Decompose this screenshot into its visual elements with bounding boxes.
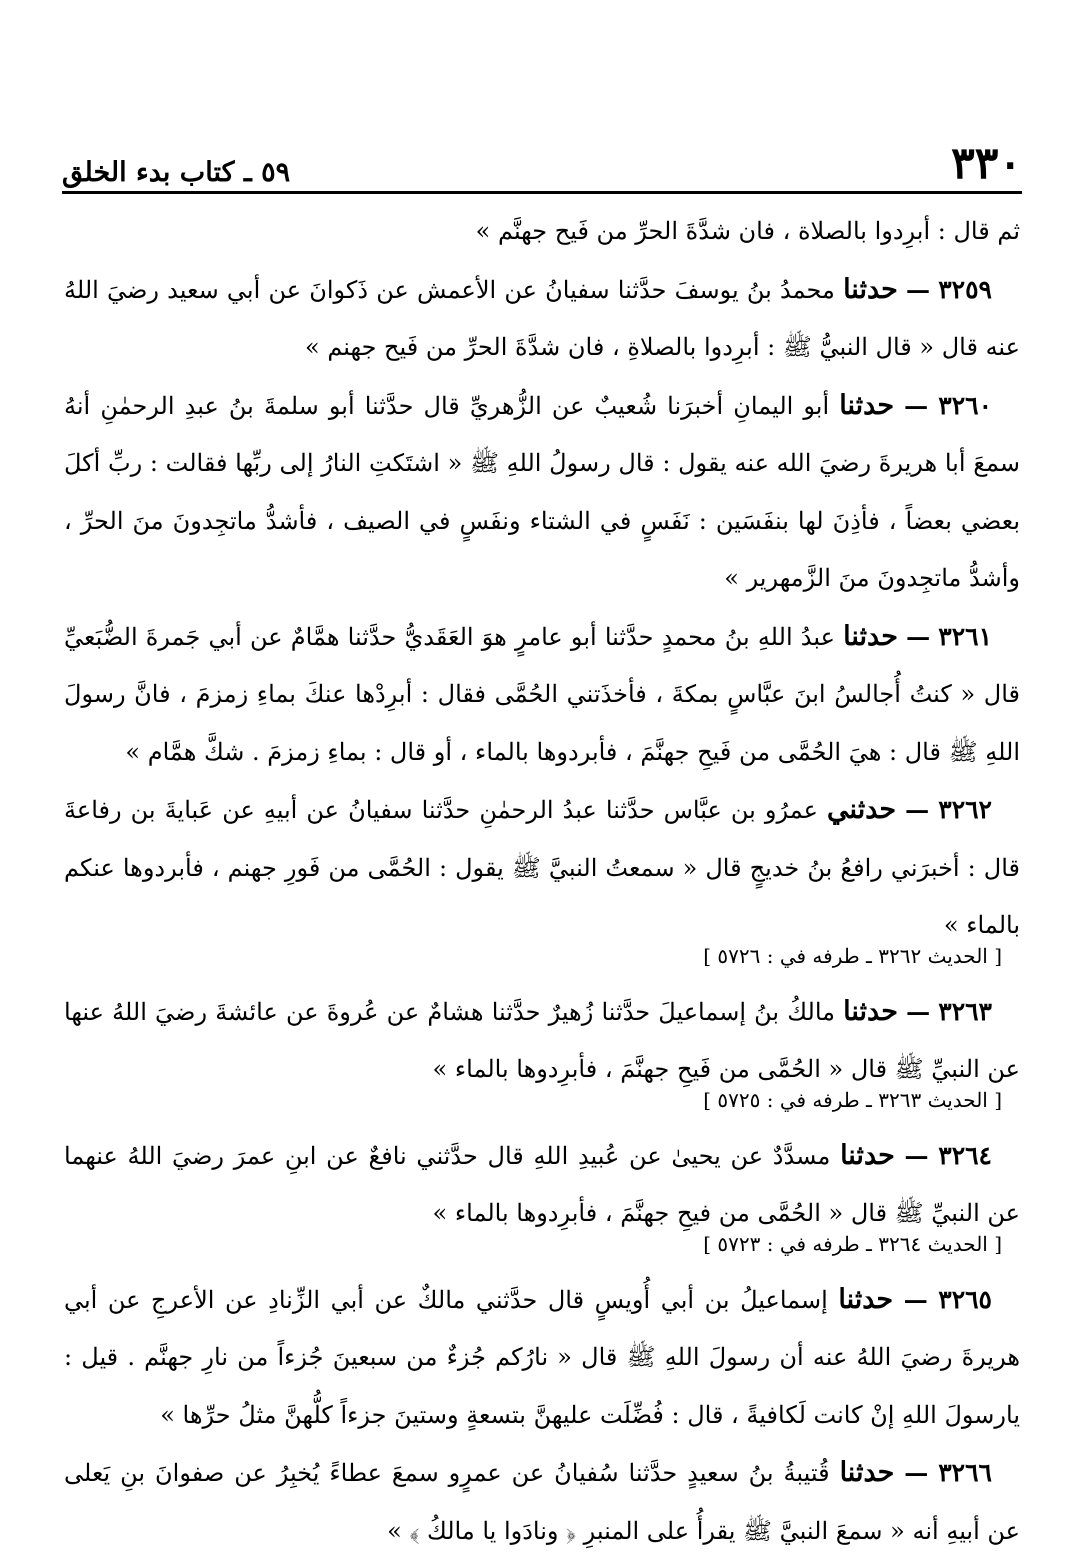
- hadith-number: ٣٢٦٢: [938, 795, 992, 824]
- cross-reference: [ الحديث ٣٢٦٢ ـ طرفه في : ٥٧٢٦ ]: [703, 943, 1002, 968]
- hadith-3259: [64, 261, 1020, 377]
- cross-reference: [ الحديث ٣٢٦٤ ـ طرفه في : ٥٧٢٣ ]: [703, 1231, 1002, 1256]
- narration-opening: حدثنا: [843, 273, 898, 305]
- narration-opening: حدثنا: [839, 389, 895, 421]
- text-body: [64, 203, 1020, 1560]
- hadith-3265: [64, 1271, 1020, 1445]
- cross-reference: [ الحديث ٣٢٦٣ ـ طرفه في : ٥٧٢٥ ]: [703, 1087, 1002, 1112]
- narration-opening: حدثنا: [843, 620, 898, 652]
- hadith-3262: [64, 781, 1020, 955]
- hadith-number: ٣٢٦٣: [938, 996, 992, 1026]
- hadith-text: عمرُو بن عبَّاس حدَّثنا عبدُ الرحمٰنِ حدَّثنا سفيانُ عن أبيهِ عن عَبايةَ بن رفاعةَ قال : أخبرَني رافعُ بنُ خديجٍ قال « سمعتُ النبيَّ ﷺ يقول : الحُمَّى من فَورِ جهنم ، فأبردوها عنكم بالماء »: [64, 796, 1020, 939]
- hadith-dash: —: [906, 621, 931, 651]
- hadith-text: مسدَّدٌ عن يحيىٰ عن عُبيدِ اللهِ قال حدَّثني نافعٌ عن ابنِ عمرَ رضيَ اللهُ عنهما عن النبيِّ ﷺ قال « الحُمَّى من فيحِ جهنَّمَ ، فأبرِدوها بالماء »: [64, 1141, 1020, 1227]
- hadith-3266: [64, 1444, 1020, 1560]
- hadith-number: ٣٢٦٤: [938, 1140, 992, 1170]
- hadith-3264: [64, 1127, 1020, 1243]
- hadith-number: ٣٢٦٠: [938, 390, 993, 420]
- hadith-text: قُتيبةُ بنُ سعيدٍ حدَّثنا سُفيانُ عن عمرٍو سمعَ عطاءً يُخبِرُ عن صفوانَ بنِ يَعلى عن أبيهِ أنه « سمعَ النبيَّ ﷺ يقرأُ على المنبرِ ﴿ ونادَوا يا مالكُ ﴾ »: [64, 1459, 1020, 1545]
- hadith-dash: —: [906, 274, 931, 304]
- paragraph-text: ثم قال : أبرِدوا بالصلاة ، فان شدَّةَ الحرِّ من فَيح جهنَّم »: [475, 217, 1020, 245]
- hadith-text: عبدُ اللهِ بنُ محمدٍ حدَّثنا أبو عامرٍ هوَ العَقَديُّ حدَّثنا همَّامٌ عن أبي جَمرةَ الضُّبَعيِّ قال « كنتُ أُجالسُ ابنَ عبَّاسٍ بمكةَ ، فأخذَتني الحُمَّى فقال : أبرِدْها عنكَ بماءِ زمزمَ ، فانَّ رسولَ اللهِ ﷺ قال : هيَ الحُمَّى من فَيحِ جهنَّمَ ، فأبردوها بالماء ، أو قال : بماءِ زمزمَ . شكَّ همَّام »: [64, 622, 1020, 766]
- hadith-dash: —: [904, 1140, 929, 1170]
- narration-opening: حدثنا: [843, 995, 898, 1027]
- hadith-text: محمدُ بنُ يوسفَ حدَّثنا سفيانُ عن الأعمش عن ذَكوانَ عن أبي سعيد رضيَ اللهُ عنه قال « قال النبيُّ ﷺ : أبرِدوا بالصلاةِ ، فان شدَّةَ الحرِّ من فَيح جهنم »: [64, 275, 1020, 361]
- narration-opening: حدثنا: [840, 1139, 895, 1171]
- hadith-dash: —: [906, 996, 931, 1026]
- hadith-number: ٣٢٦١: [938, 621, 992, 651]
- header-rule: [62, 191, 1022, 194]
- hadith-number: ٣٢٥٩: [938, 274, 992, 304]
- hadith-text: إسماعيلُ بن أبي أُويسٍ قال حدَّثني مالكٌ عن أبي الزِّنادِ عن الأعرجِ عن أبي هريرةَ رضيَ اللهُ عنه أن رسولَ اللهِ ﷺ قال « نارُكم جُزءٌ من سبعينَ جُزءاً من نارِ جهنَّم . قيل : يارسولَ اللهِ إنْ كانت لَكافيةً ، قال : فُضِّلَت عليهنَّ بتسعةٍ وستينَ جزءاً كلُّهنَّ مثلُ حرِّها »: [64, 1285, 1020, 1429]
- hadith-dash: —: [904, 1458, 929, 1487]
- narration-opening: حدثنا: [838, 1283, 894, 1315]
- hadith-number: ٣٢٦٦: [938, 1458, 992, 1487]
- narration-opening: حدثني: [827, 794, 897, 825]
- hadith-3261: [64, 608, 1020, 782]
- hadith-dash: —: [905, 795, 930, 824]
- hadith-3260: [64, 377, 1020, 608]
- hadith-dash: —: [904, 390, 929, 420]
- narration-opening: حدثنا: [839, 1457, 895, 1488]
- hadith-number: ٣٢٦٥: [938, 1284, 992, 1314]
- page-number: ٣٣٠: [951, 138, 1022, 189]
- running-header: [62, 128, 1022, 189]
- continuation-paragraph: [64, 203, 1020, 261]
- chapter-title: ٥٩ ـ كتاب بدء الخلق: [62, 157, 291, 188]
- hadith-text: أبو اليمانِ أخبرَنا شُعيبٌ عن الزُّهريِّ قال حدَّثنا أبو سلمةَ بنُ عبدِ الرحمٰنِ أنهُ سمعَ أبا هريرةَ رضيَ الله عنه يقول : قال رسولُ اللهِ ﷺ « اشتَكتِ النارُ إلى ربِّها فقالت : ربِّ أكلَ بعضي بعضاً ، فأذِنَ لها بنفَسَين : نَفَسٍ في الشتاء ونفَسٍ في الصيف ، فأشدُّ ماتجِدونَ منَ الحرِّ ، وأشدُّ ماتجِدونَ منَ الزَّمهرير »: [64, 391, 1021, 592]
- hadith-3263: [64, 983, 1020, 1099]
- hadith-text: مالكُ بنُ إسماعيلَ حدَّثنا زُهيرٌ حدَّثنا هشامٌ عن عُروةَ عن عائشةَ رضيَ اللهُ عنها عن النبيِّ ﷺ قال « الحُمَّى من فَيحِ جهنَّمَ ، فأبرِدوها بالماء »: [64, 997, 1020, 1083]
- hadith-dash: —: [903, 1284, 928, 1314]
